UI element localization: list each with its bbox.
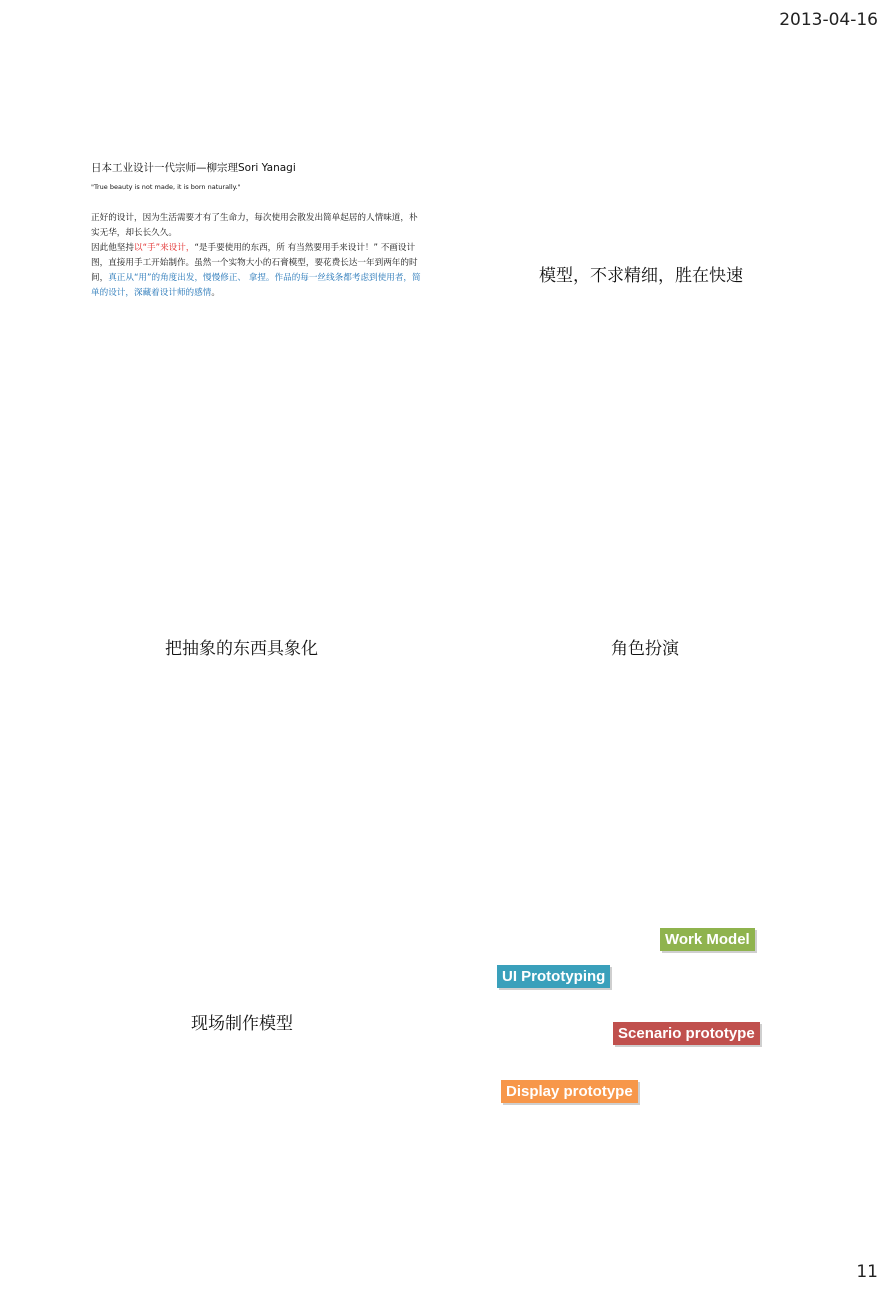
paragraph-2-highlight-blue: 真正从“用”的角度出发，慢慢修正、 拿捏。作品的每一丝线条都考虑到使用者，简单的设计，深藏着设计师的感情	[91, 273, 421, 298]
slide-sori-yanagi	[91, 160, 421, 301]
slide-caption-role-play: 角色扮演	[611, 639, 679, 659]
paragraph-2-text-b: “是手要使用的东西，所 有当然要用手来设计！” 不画设计图，直接用手工开始制作。虽然一个实物大小的石膏模型，要花费长达一年到两年的时间，	[91, 243, 418, 283]
tag-scenario-prototype: Scenario prototype	[613, 1022, 760, 1045]
paragraph-1: 正好的设计，因为生活需要才有了生命力，每次使用会散发出简单起居的人情味道，朴实无华，却长长久久。	[91, 213, 418, 238]
tag-ui-prototyping: UI Prototyping	[497, 965, 610, 988]
slide-caption-model-fast: 模型，不求精细，胜在快速	[539, 266, 743, 286]
tag-display-prototype: Display prototype	[501, 1080, 638, 1103]
slide-caption-abstract-to-concrete: 把抽象的东西具象化	[165, 639, 318, 659]
slide-caption-onsite-model: 现场制作模型	[191, 1014, 293, 1034]
paragraph-2-highlight-red: 以“手”来设计，	[133, 243, 195, 253]
paragraph-2	[91, 241, 421, 301]
slide-title: 日本工业设计一代宗师—柳宗理Sori Yanagi	[91, 162, 296, 174]
tag-work-model: Work Model	[660, 928, 755, 951]
page-date: 2013-04-16	[779, 10, 878, 30]
paragraph-2-end: 。	[211, 288, 220, 298]
paragraph-2-text-a: 因此他坚持	[91, 243, 134, 253]
slide-quote: "True beauty is not made, it is born naturally."	[91, 183, 241, 191]
page-number: 11	[856, 1262, 878, 1282]
